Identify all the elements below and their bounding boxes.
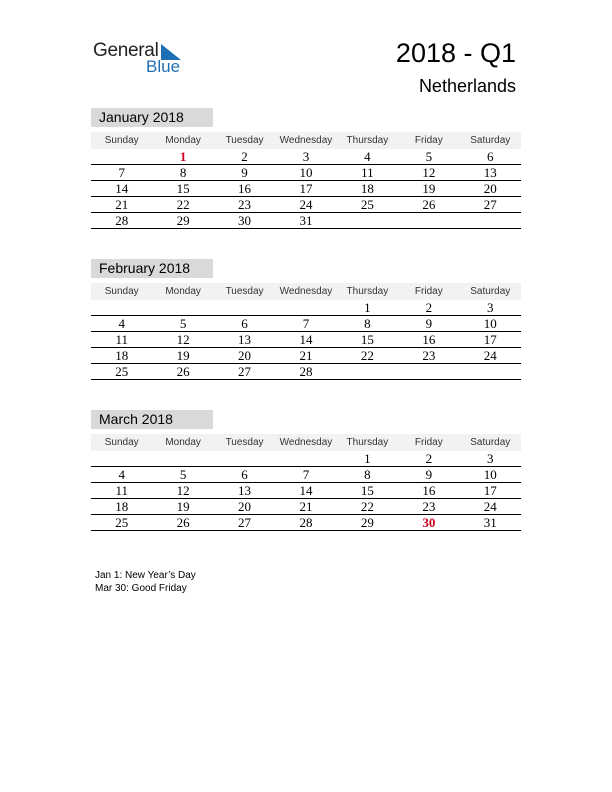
day-cell: 5 [152,467,213,483]
day-cell: 10 [275,165,336,181]
weekday-header: Sunday [91,132,152,149]
empty-day-cell [398,364,459,380]
day-cell: 7 [275,316,336,332]
weekday-header: Wednesday [275,132,336,149]
day-cell: 14 [91,181,152,197]
day-cell: 7 [91,165,152,181]
day-cell: 26 [152,364,213,380]
day-cell: 13 [460,165,521,181]
weekday-header: Friday [398,434,459,451]
empty-day-cell [460,364,521,380]
day-cell: 24 [460,499,521,515]
month-march [91,410,521,531]
day-cell: 21 [91,197,152,213]
day-cell: 13 [214,483,275,499]
day-cell: 1 [337,300,398,316]
day-cell: 3 [460,300,521,316]
week-row [91,165,521,181]
empty-day-cell [337,213,398,229]
empty-day-cell [214,451,275,467]
day-cell: 14 [275,483,336,499]
holiday-note: Mar 30: Good Friday [95,583,187,594]
week-row [91,149,521,165]
day-cell: 23 [398,348,459,364]
week-row [91,515,521,531]
day-cell: 31 [460,515,521,531]
weekday-header: Friday [398,283,459,300]
day-cell: 4 [91,467,152,483]
weekday-header: Saturday [460,283,521,300]
weekday-header: Sunday [91,283,152,300]
weekday-header: Tuesday [214,283,275,300]
weekday-header: Monday [152,283,213,300]
week-row [91,213,521,229]
day-cell: 26 [398,197,459,213]
week-row [91,316,521,332]
day-cell: 15 [152,181,213,197]
empty-day-cell [91,451,152,467]
day-cell: 12 [152,483,213,499]
day-cell: 21 [275,499,336,515]
day-cell: 27 [214,515,275,531]
day-cell: 18 [91,499,152,515]
day-cell: 5 [398,149,459,165]
day-cell: 29 [152,213,213,229]
day-cell: 18 [337,181,398,197]
day-cell: 22 [337,499,398,515]
month-january [91,108,521,229]
day-cell: 1 [337,451,398,467]
day-cell: 9 [214,165,275,181]
day-cell: 19 [152,499,213,515]
week-row [91,300,521,316]
day-cell: 17 [275,181,336,197]
weekday-header: Friday [398,132,459,149]
day-cell: 25 [337,197,398,213]
week-row [91,181,521,197]
weekday-header: Sunday [91,434,152,451]
day-cell: 25 [91,364,152,380]
weekday-header: Saturday [460,132,521,149]
day-cell: 11 [91,332,152,348]
weekday-header: Thursday [337,132,398,149]
day-cell: 12 [152,332,213,348]
day-cell: 20 [214,348,275,364]
day-cell: 28 [275,515,336,531]
day-cell: 7 [275,467,336,483]
day-cell: 9 [398,467,459,483]
day-cell: 16 [398,483,459,499]
day-cell: 14 [275,332,336,348]
day-cell: 23 [214,197,275,213]
day-cell: 15 [337,332,398,348]
day-cell: 12 [398,165,459,181]
weekday-header: Monday [152,434,213,451]
day-cell: 20 [214,499,275,515]
day-cell: 6 [460,149,521,165]
week-row [91,467,521,483]
day-cell: 24 [460,348,521,364]
weekday-header: Monday [152,132,213,149]
weekday-header: Wednesday [275,283,336,300]
empty-day-cell [152,300,213,316]
day-cell: 2 [398,300,459,316]
day-cell: 29 [337,515,398,531]
day-cell: 16 [398,332,459,348]
month-title: March 2018 [91,410,213,429]
day-cell: 8 [337,467,398,483]
empty-day-cell [91,300,152,316]
day-cell: 19 [152,348,213,364]
weekday-header: Thursday [337,434,398,451]
day-cell: 8 [152,165,213,181]
day-cell: 2 [398,451,459,467]
weekday-header: Saturday [460,434,521,451]
week-row [91,499,521,515]
weekday-header: Tuesday [214,434,275,451]
day-cell: 11 [337,165,398,181]
page-title: 2018 - Q1 [395,38,516,68]
country-name: Netherlands [418,76,516,96]
day-cell: 6 [214,467,275,483]
day-cell: 22 [337,348,398,364]
logo-blue-text: Blue [146,57,181,76]
calendar-table [91,132,521,229]
empty-day-cell [152,451,213,467]
day-cell: 11 [91,483,152,499]
day-cell: 28 [275,364,336,380]
day-cell: 23 [398,499,459,515]
week-row [91,451,521,467]
logo [93,40,203,80]
calendar-table [91,283,521,380]
holiday-notes [95,569,196,595]
day-cell: 26 [152,515,213,531]
day-cell: 5 [152,316,213,332]
day-cell: 20 [460,181,521,197]
empty-day-cell [275,300,336,316]
empty-day-cell [337,364,398,380]
day-cell: 18 [91,348,152,364]
day-cell: 10 [460,316,521,332]
month-title: January 2018 [91,108,213,127]
empty-day-cell [91,149,152,165]
day-cell: 17 [460,332,521,348]
holiday-day-cell: 30 [398,515,459,531]
empty-day-cell [398,213,459,229]
weekday-header-row [91,283,521,300]
day-cell: 2 [214,149,275,165]
day-cell: 21 [275,348,336,364]
day-cell: 25 [91,515,152,531]
week-row [91,348,521,364]
month-title: February 2018 [91,259,213,278]
weekday-header: Thursday [337,283,398,300]
day-cell: 24 [275,197,336,213]
day-cell: 4 [91,316,152,332]
logo-general-text: General [93,40,159,61]
day-cell: 8 [337,316,398,332]
day-cell: 3 [460,451,521,467]
day-cell: 27 [214,364,275,380]
weekday-header: Wednesday [275,434,336,451]
day-cell: 4 [337,149,398,165]
day-cell: 31 [275,213,336,229]
empty-day-cell [214,300,275,316]
month-february [91,259,521,380]
empty-day-cell [460,213,521,229]
day-cell: 30 [214,213,275,229]
day-cell: 16 [214,181,275,197]
holiday-note: Jan 1: New Year’s Day [95,570,196,581]
weekday-header-row [91,434,521,451]
weekday-header: Tuesday [214,132,275,149]
day-cell: 22 [152,197,213,213]
holiday-day-cell: 1 [152,149,213,165]
day-cell: 9 [398,316,459,332]
week-row [91,197,521,213]
calendar-table [91,434,521,531]
day-cell: 17 [460,483,521,499]
day-cell: 28 [91,213,152,229]
day-cell: 10 [460,467,521,483]
day-cell: 6 [214,316,275,332]
day-cell: 27 [460,197,521,213]
weekday-header-row [91,132,521,149]
day-cell: 13 [214,332,275,348]
week-row [91,483,521,499]
week-row [91,332,521,348]
week-row [91,364,521,380]
day-cell: 15 [337,483,398,499]
empty-day-cell [275,451,336,467]
day-cell: 19 [398,181,459,197]
day-cell: 3 [275,149,336,165]
